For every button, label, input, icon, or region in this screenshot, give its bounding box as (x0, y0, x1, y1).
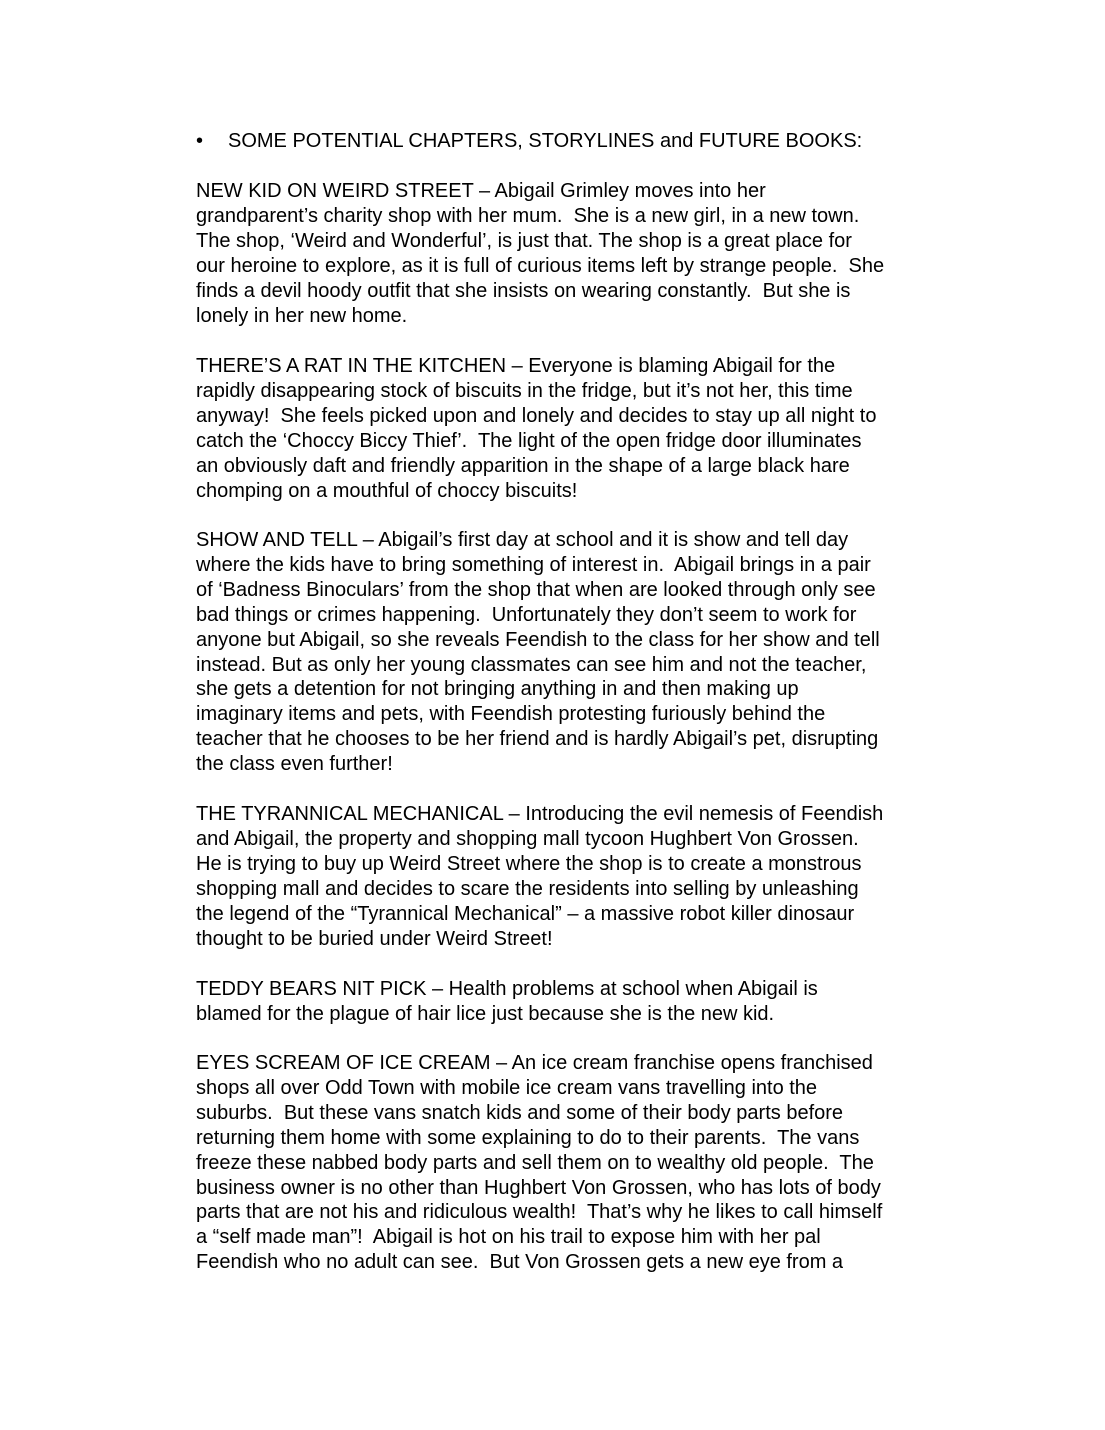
text-line: NEW KID ON WEIRD STREET – Abigail Grimley moves into her (196, 180, 766, 202)
text-line: returning them home with some explaining to do to their parents. The vans (196, 1126, 860, 1149)
text-line: rapidly disappearing stock of biscuits in the fridge, but it’s not her, this time (196, 379, 853, 402)
paragraph-new-kid (196, 179, 956, 328)
text-line: The shop, ‘Weird and Wonderful’, is just that. The shop is a great place for (196, 229, 852, 252)
bullet-icon: • (196, 130, 204, 152)
text-line: our heroine to explore, as it is full of curious items left by strange people. She (196, 254, 885, 277)
text-line: thought to be buried under Weird Street! (196, 927, 553, 950)
paragraph-eyes-scream (196, 1051, 956, 1275)
text-line: the legend of the “Tyrannical Mechanical” – a massive robot killer dinosaur (196, 902, 855, 925)
text-line: He is trying to buy up Weird Street where the shop is to create a monstrous (196, 852, 862, 875)
text-line: TEDDY BEARS NIT PICK – Health problems at school when Abigail is (196, 978, 818, 1000)
text-line: lonely in her new home. (196, 304, 408, 327)
text-line: blamed for the plague of hair lice just because she is the new kid. (196, 1002, 775, 1025)
text-line: Feendish who no adult can see. But Von Grossen gets a new eye from a (196, 1251, 844, 1274)
text-line: anyway! She feels picked upon and lonely and decides to stay up all night to (196, 404, 877, 427)
text-line: teacher that he chooses to be her friend and is hardly Abigail’s pet, disrupting (196, 728, 879, 751)
text-line: suburbs. But these vans snatch kids and some of their body parts before (196, 1101, 844, 1124)
text-line: imaginary items and pets, with Feendish protesting furiously behind the (196, 703, 826, 726)
text-line: THE TYRANNICAL MECHANICAL – Introducing the evil nemesis of Feendish (196, 803, 884, 825)
text-line: a “self made man”! Abigail is hot on his trail to expose him with her pal (196, 1226, 821, 1249)
text-line: grandparent’s charity shop with her mum. She is a new girl, in a new town. (196, 204, 860, 227)
text-line: anyone but Abigail, so she reveals Feendish to the class for her show and tell (196, 628, 880, 651)
text-line: EYES SCREAM OF ICE CREAM – An ice cream franchise opens franchised (196, 1052, 873, 1074)
text-line: the class even further! (196, 753, 393, 776)
text-line: she gets a detention for not bringing anything in and then making up (196, 678, 799, 701)
text-line: freeze these nabbed body parts and sell them on to wealthy old people. The (196, 1151, 874, 1174)
text-line: finds a devil hoody outfit that she insists on wearing constantly. But she is (196, 279, 851, 302)
heading-text: SOME POTENTIAL CHAPTERS, STORYLINES and FUTURE BOOKS: (228, 130, 863, 152)
text-line: shopping mall and decides to scare the residents into selling by unleashing (196, 877, 859, 900)
paragraph-show-and-tell (196, 528, 956, 777)
paragraph-tyrannical-mechanical (196, 802, 956, 951)
text-line: bad things or crimes happening. Unfortunately they don’t seem to work for (196, 603, 857, 626)
text-line: parts that are not his and ridiculous wealth! That’s why he likes to call himself (196, 1201, 883, 1224)
text-line: chomping on a mouthful of choccy biscuits! (196, 479, 578, 502)
text-line: and Abigail, the property and shopping mall tycoon Hughbert Von Grossen. (196, 827, 859, 850)
text-line: where the kids have to bring something of interest in. Abigail brings in a pair (196, 553, 871, 576)
text-line: business owner is no other than Hughbert Von Grossen, who has lots of body (196, 1176, 881, 1199)
text-line: instead. But as only her young classmates can see him and not the teacher, (196, 653, 867, 676)
text-line: SHOW AND TELL – Abigail’s first day at school and it is show and tell day (196, 529, 849, 551)
paragraph-teddy-bears (196, 977, 956, 1027)
text-line: shops all over Odd Town with mobile ice cream vans travelling into the (196, 1076, 818, 1099)
paragraph-rat-in-kitchen (196, 354, 956, 503)
text-line: THERE’S A RAT IN THE KITCHEN – Everyone is blaming Abigail for the (196, 355, 836, 377)
text-line: an obviously daft and friendly apparition in the shape of a large black hare (196, 454, 850, 477)
text-line: of ‘Badness Binoculars’ from the shop that when are looked through only see (196, 578, 876, 601)
section-heading (196, 129, 862, 154)
text-line: catch the ‘Choccy Biccy Thief’. The light of the open fridge door illuminates (196, 429, 862, 452)
